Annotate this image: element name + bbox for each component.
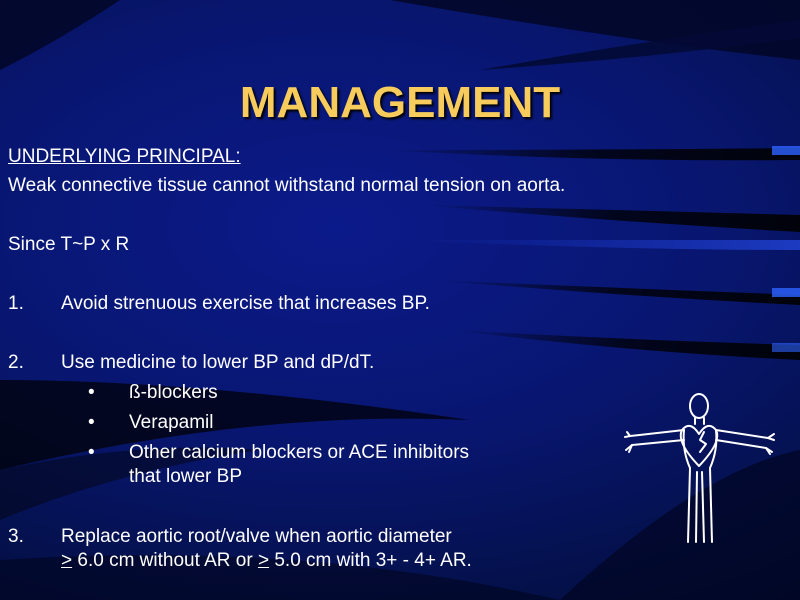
bullet-text: Verapamil xyxy=(129,412,214,433)
item-text: Avoid strenuous exercise that increases BP. xyxy=(61,293,430,314)
principle-heading: UNDERLYING PRINCIPAL: xyxy=(8,146,241,167)
threshold-text-1: 6.0 cm without AR or xyxy=(72,550,258,571)
greater-equal-symbol: > xyxy=(61,550,73,571)
person-with-heart-icon xyxy=(620,390,780,555)
bullet-text-continued: that lower BP xyxy=(129,466,242,487)
item-text: Replace aortic root/valve when aortic diameter xyxy=(61,526,452,547)
item-text-continued xyxy=(61,549,472,573)
item-text: Use medicine to lower BP and dP/dT. xyxy=(61,352,375,373)
item-number: 1. xyxy=(8,293,24,314)
bullet-text: ß-blockers xyxy=(129,382,218,403)
bullet-icon: • xyxy=(88,382,95,403)
bullet-icon: • xyxy=(88,412,95,433)
greater-equal-symbol: > xyxy=(257,550,270,571)
bullet-icon: • xyxy=(88,442,95,463)
slide-title: MANAGEMENT xyxy=(239,78,561,127)
item-number: 2. xyxy=(8,352,24,373)
threshold-text-2: 5.0 cm with 3+ - 4+ AR. xyxy=(269,550,472,571)
bullet-text: Other calcium blockers or ACE inhibitors xyxy=(129,442,470,463)
item-number: 3. xyxy=(8,526,24,547)
intro-text: Weak connective tissue cannot withstand normal tension on aorta. xyxy=(8,175,566,196)
formula-text: Since T~P x R xyxy=(8,234,130,255)
